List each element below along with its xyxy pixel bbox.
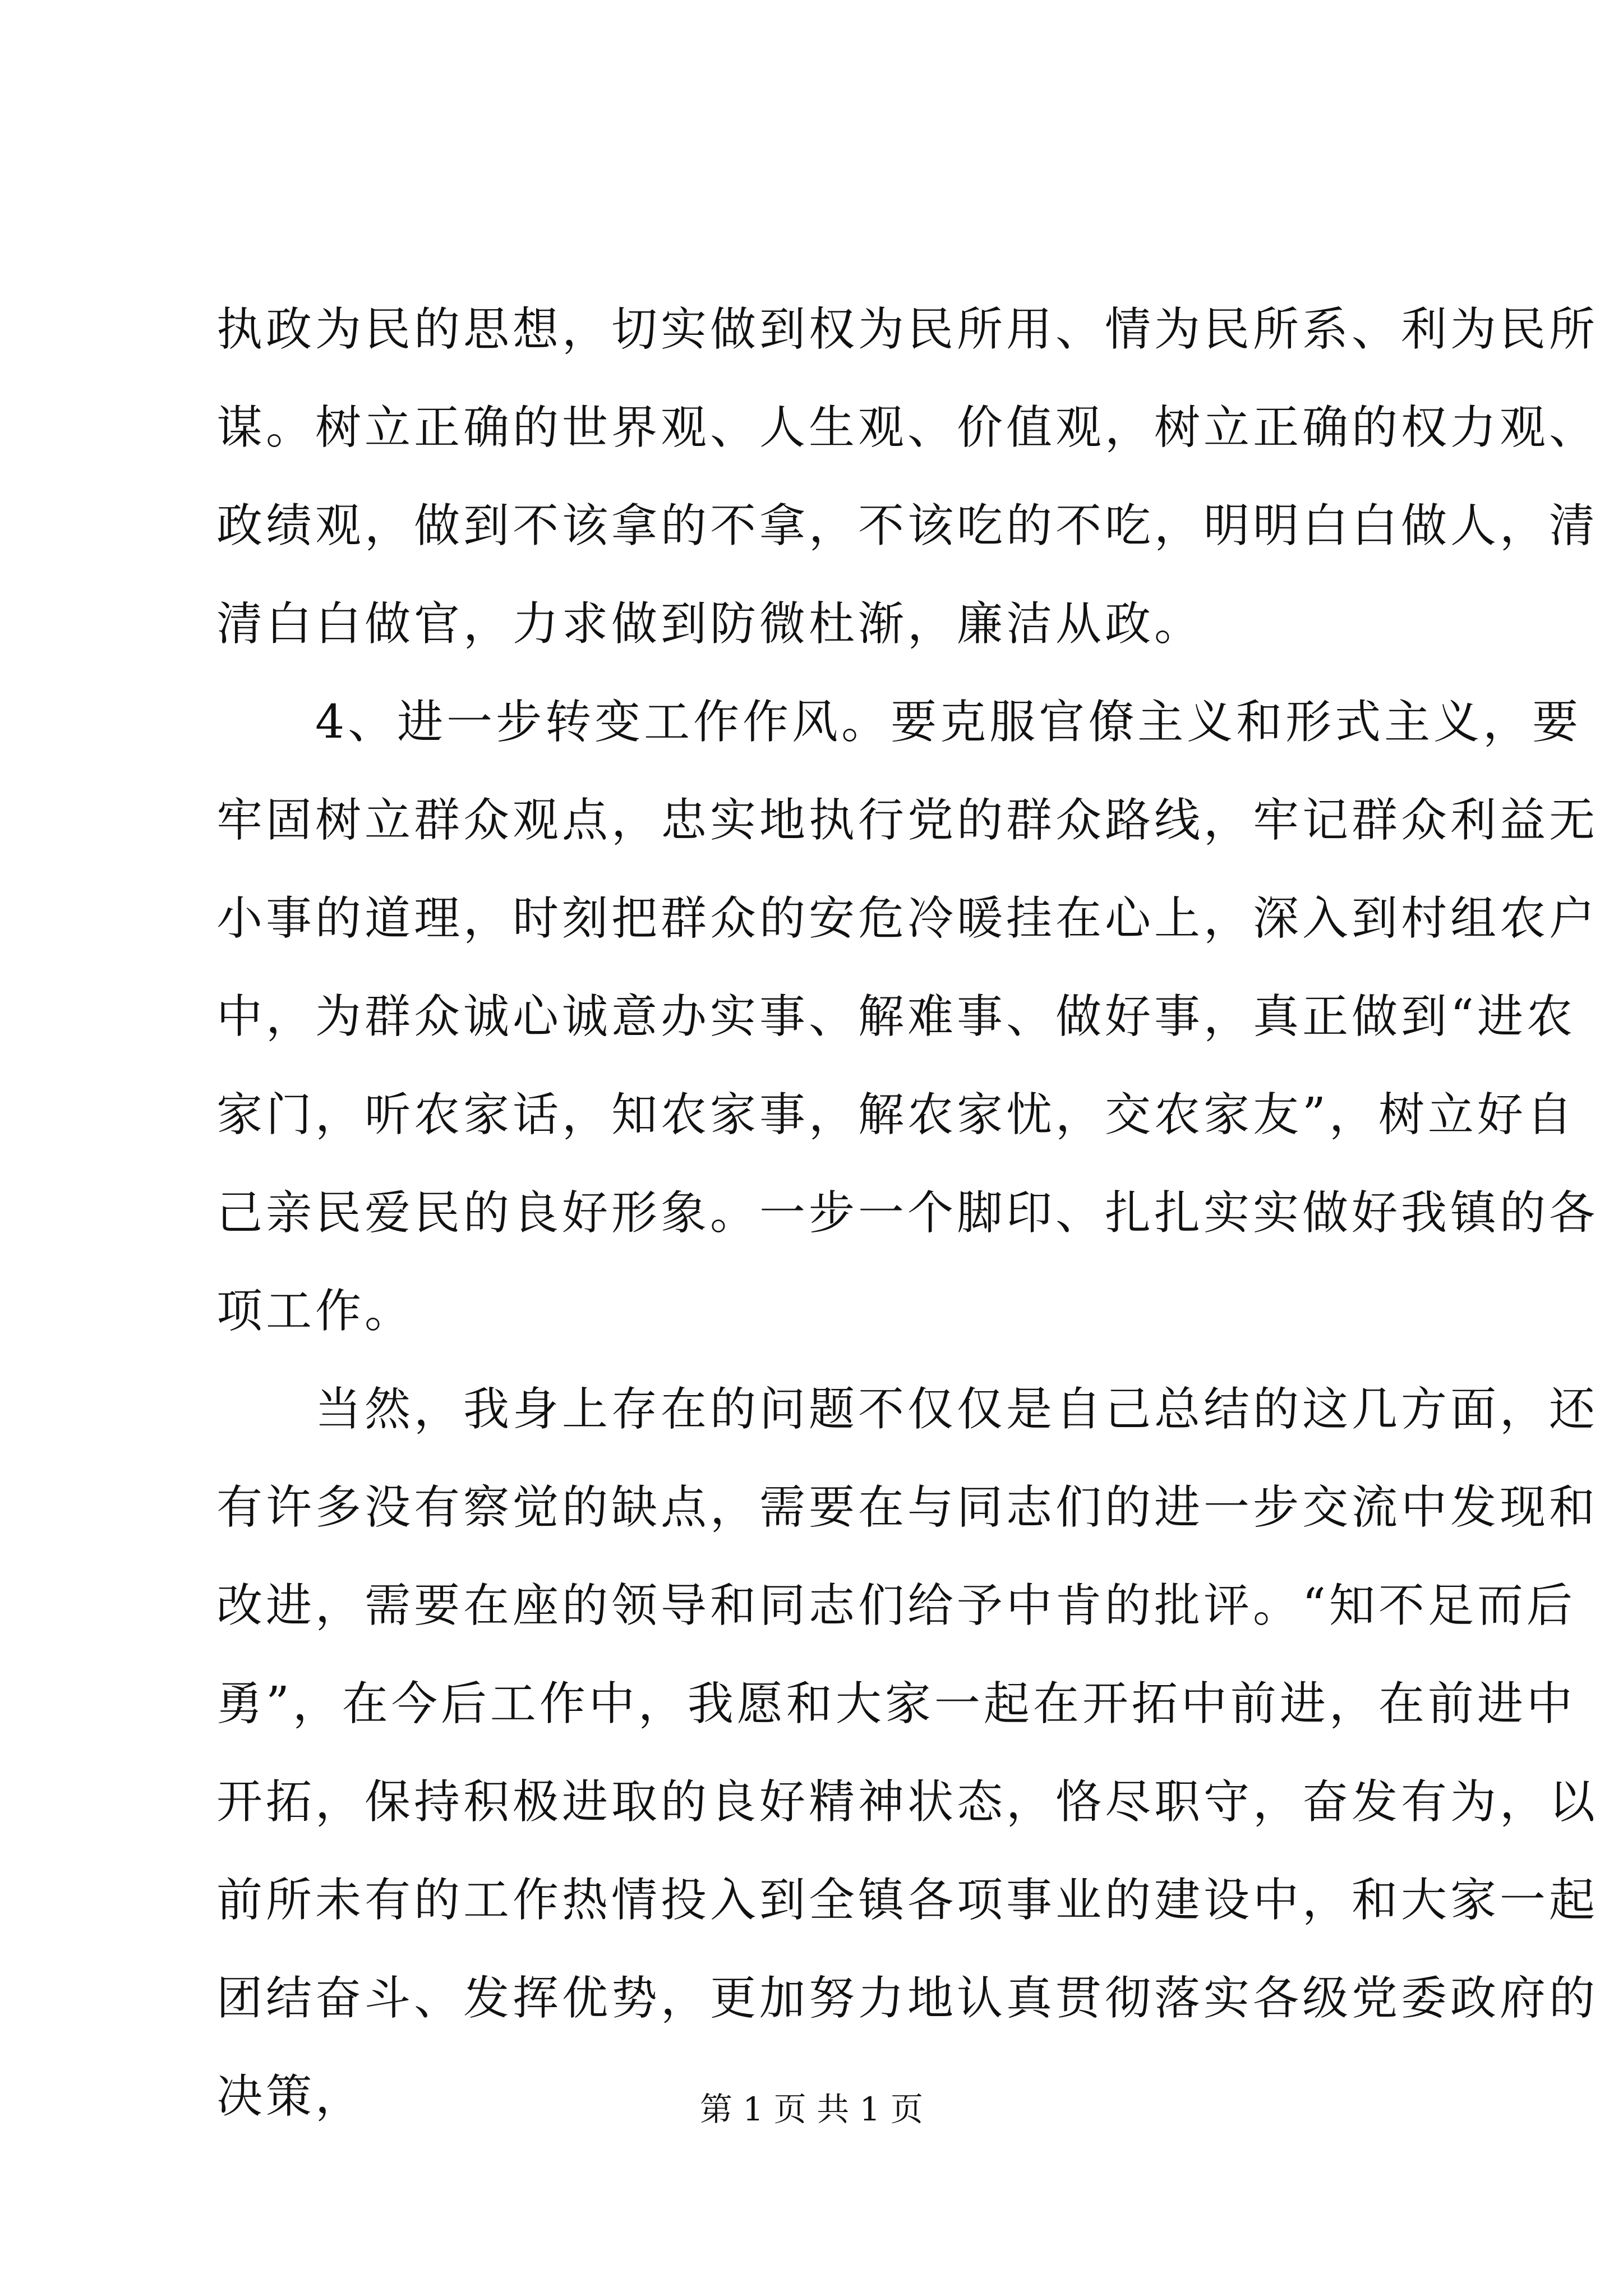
text-line: 勇”，在今后工作中，我愿和大家一起在开拓中前进，在前进中 [216, 1677, 1576, 1731]
text-line: 己亲民爱民的良好形象。一步一个脚印、扎扎实实做好我镇的各 [216, 1186, 1599, 1240]
text-line: 项工作。 [216, 1285, 414, 1338]
text-line: 牢固树立群众观点，忠实地执行党的群众路线，牢记群众利益无 [216, 794, 1599, 847]
page-number-footer: 第 1 页 共 1 页 [700, 2090, 923, 2128]
text-line: 开拓，保持积极进取的良好精神状态，恪尽职守，奋发有为，以 [216, 1775, 1599, 1829]
text-line: 4、进一步转变工作作风。要克服官僚主义和形式主义，要 [216, 696, 1582, 749]
text-line: 政绩观，做到不该拿的不拿，不该吃的不吃，明明白白做人，清 [216, 499, 1599, 553]
text-line: 家门，听农家话，知农家事，解农家忧，交农家友”，树立好自 [216, 1088, 1576, 1142]
document-body [216, 280, 1599, 2146]
text-line: 团结奋斗、发挥优势，更加努力地认真贯彻落实各级党委政府的 [216, 1972, 1599, 2025]
text-line: 谋。树立正确的世界观、人生观、价值观，树立正确的权力观、 [216, 401, 1599, 454]
text-line: 改进，需要在座的领导和同志们给予中肯的批评。“知不足而后 [216, 1579, 1576, 1632]
text-line: 小事的道理，时刻把群众的安危冷暖挂在心上，深入到村组农户 [216, 892, 1599, 945]
text-line: 清白白做官，力求做到防微杜渐，廉洁从政。 [216, 597, 1204, 651]
text-line: 中，为群众诚心诚意办实事、解难事、做好事，真正做到“进农 [216, 990, 1576, 1043]
text-line: 有许多没有察觉的缺点，需要在与同志们的进一步交流中发现和 [216, 1481, 1599, 1534]
text-line: 当然，我身上存在的问题不仅仅是自己总结的这几方面，还 [216, 1383, 1599, 1436]
text-line: 执政为民的思想，切实做到权为民所用、情为民所系、利为民所 [216, 303, 1599, 356]
text-line: 前所未有的工作热情投入到全镇各项事业的建设中，和大家一起 [216, 1874, 1599, 1927]
text-line: 决策， [216, 2070, 365, 2123]
